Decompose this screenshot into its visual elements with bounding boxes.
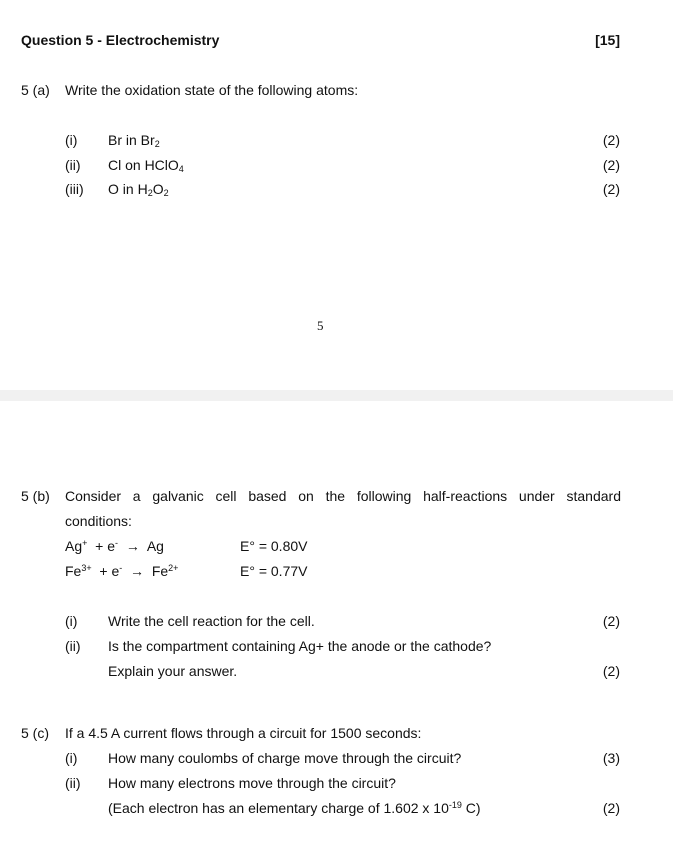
part-c-question-number: (ii) (65, 775, 81, 791)
part-b-question-text: Is the compartment containing Ag+ the anode or the cathode? (108, 638, 492, 654)
part-c-question-text: How many coulombs of charge move through the circuit? (108, 750, 462, 766)
part-b-question-text: Write the cell reaction for the cell. (108, 613, 315, 629)
part-b-question-number: (ii) (65, 638, 81, 654)
part-c-label: 5 (c) (21, 725, 49, 741)
part-b-question-text-continued: Explain your answer. (108, 663, 238, 679)
half-reaction-potential: E° = 0.77V (240, 563, 308, 579)
part-a-label: 5 (a) (21, 82, 50, 98)
part-c-prompt: If a 4.5 A current flows through a circuit for 1500 seconds: (65, 725, 422, 741)
part-b-prompt-continued: conditions: (65, 513, 132, 529)
part-c-note-marks: (2) (602, 800, 620, 816)
total-marks: [15] (595, 32, 620, 48)
part-a-item-number: (iii) (65, 181, 84, 197)
part-a-item-text: O in $H_2O_2$ (108, 181, 169, 198)
part-c-question-marks: (3) (602, 750, 620, 766)
part-a-item-number: (ii) (65, 157, 81, 173)
part-a-item-text: Cl on HClO$_4$ (108, 157, 184, 174)
page-number: 5 (317, 318, 324, 333)
half-reaction-equation: Ag+ + e- → Ag (65, 538, 164, 554)
part-c-question-number: (i) (65, 750, 78, 766)
part-c-note: (Each electron has an elementary charge of 1.602 x $10^{-19}$ C) (108, 800, 481, 816)
half-reaction-potential: E° = 0.80V (240, 538, 308, 554)
part-a-item-marks: (2) (602, 132, 620, 148)
part-b-question-marks: (2) (602, 613, 620, 629)
part-b-question-number: (i) (65, 613, 78, 629)
part-a-item-marks: (2) (602, 157, 620, 173)
part-b-prompt: Consider a galvanic cell based on the following half-reactions under standard (65, 488, 621, 504)
part-c-question-text: How many electrons move through the circuit? (108, 775, 396, 791)
half-reaction-equation: $Fe^{3+} + e^- \to Fe^{2+}$ (65, 563, 179, 579)
part-a-item-text: Br in $Br_2$ (108, 132, 160, 149)
page-break-divider (0, 390, 673, 401)
part-a-item-number: (i) (65, 132, 78, 148)
part-b-question-marks: (2) (602, 663, 620, 679)
question-title: Question 5 - Electrochemistry (21, 32, 220, 48)
part-a-item-marks: (2) (602, 181, 620, 197)
part-a-prompt: Write the oxidation state of the following atoms: (65, 82, 359, 98)
part-b-label: 5 (b) (21, 488, 50, 504)
